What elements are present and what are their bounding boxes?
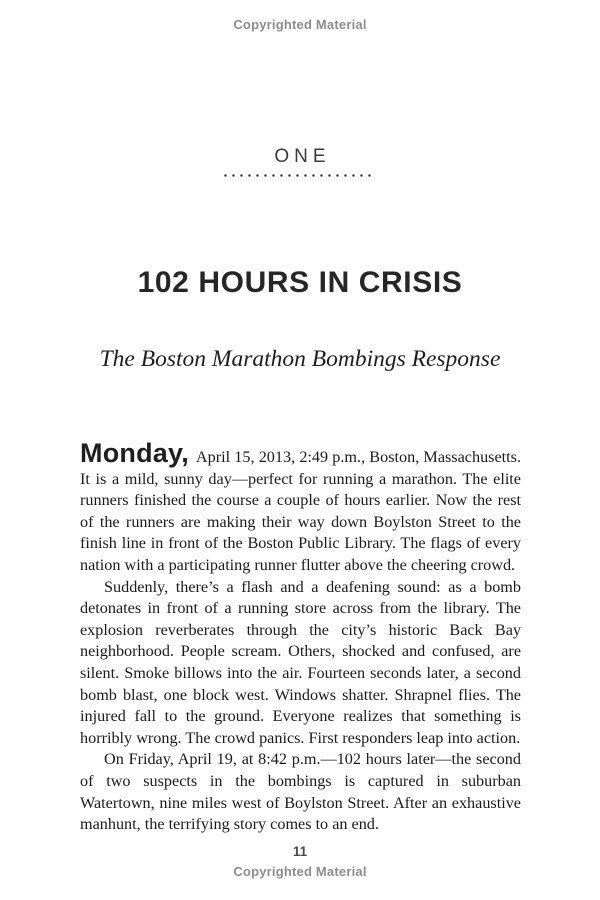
- chapter-subtitle: The Boston Marathon Bombings Response: [99, 346, 501, 372]
- page-number: 11: [292, 844, 308, 859]
- paragraph: On Friday, April 19, at 8:42 p.m.—102 hours later—the second of two suspects in the bombings is captured in suburban Watertown, nine miles west of Boylston Street. After an exhaustive manhunt, the terrifying story comes to an end.: [80, 750, 521, 834]
- copyright-notice-top: Copyrighted Material: [233, 17, 367, 32]
- copyright-notice-bottom: Copyrighted Material: [233, 864, 367, 879]
- dotted-divider: [224, 174, 376, 177]
- lead-word: Monday,: [80, 438, 189, 468]
- paragraph-lead: [80, 438, 521, 577]
- chapter-number: ONE: [274, 146, 331, 167]
- chapter-title: 102 HOURS IN CRISIS: [137, 266, 463, 299]
- lead-paragraph-text: April 15, 2013, 2:49 p.m., Boston, Massachusetts. It is a mild, sunny day—perfect for running a marathon. The elite runners finished the course a couple of hours earlier. Now the rest of the runners are making their way down Boylston Street to the finish line in front of the Boston Public Library. The flags of every nation with a participating runner flutter above the cheering crowd.: [80, 448, 521, 574]
- body-text: [80, 438, 521, 836]
- paragraph: Suddenly, there’s a flash and a deafening sound: as a bomb detonates in front of a running store across from the library. The explosion reverberates through the city’s historic Back Bay neighborhood. People scream. Others, shocked and confused, are silent. Smoke billows into the air. Fourteen seconds later, a second bomb blast, one block west. Windows shatter. Shrapnel flies. The injured fall to the ground. Everyone realizes that something is horribly wrong. The crowd panics. First responders leap into action.: [80, 577, 521, 747]
